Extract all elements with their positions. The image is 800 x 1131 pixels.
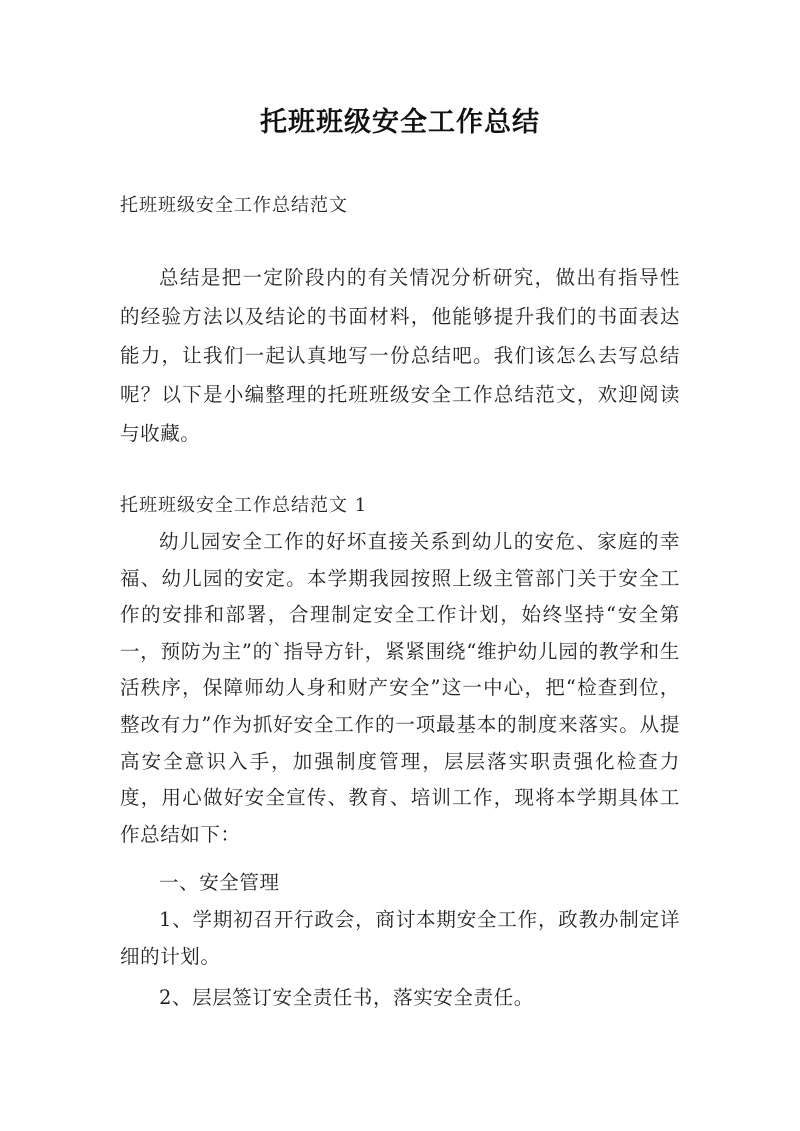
section-heading: 托班班级安全工作总结范文 1 — [120, 495, 368, 516]
intro-paragraph: 总结是把一定阶段内的有关情况分析研究，做出有指导性的经验方法以及结论的书面材料，他能够提升我们的书面表达能力，让我们一起认真地写一份总结吧。我们该怎么去写总结呢？以下是小编整理的托班班级安全工作总结范文，欢迎阅读与收藏。 — [120, 266, 680, 445]
list-item: 2、层层签订安全责任书，落实安全责任。 — [159, 986, 534, 1009]
document-title: 托班班级安全工作总结 — [260, 107, 540, 138]
heading-safety-management: 一、安全管理 — [159, 871, 280, 894]
body-paragraph: 幼儿园安全工作的好坏直接关系到幼儿的安危、家庭的幸福、幼儿园的安定。本学期我园按照上级主管部门关于安全工作的安排和部署，合理制定安全工作计划，始终坚持“安全第一，预防为主”的`指导方针，紧紧围绕“维护幼儿园的教学和生活秩序，保障师幼人身和财产安全”这一中心，把“检查到位，整改有力”作为抓好安全工作的一项最基本的制度来落实。从提高安全意识入手，加强制度管理，层层落实职责强化检查力度，用心做好安全宣传、教育、培训工作，现将本学期具体工作总结如下： — [120, 530, 680, 846]
list-item: 1、学期初召开行政会，商讨本期安全工作，政教办制定详细的计划。 — [120, 908, 680, 968]
document-subtitle: 托班班级安全工作总结范文 — [120, 195, 348, 216]
